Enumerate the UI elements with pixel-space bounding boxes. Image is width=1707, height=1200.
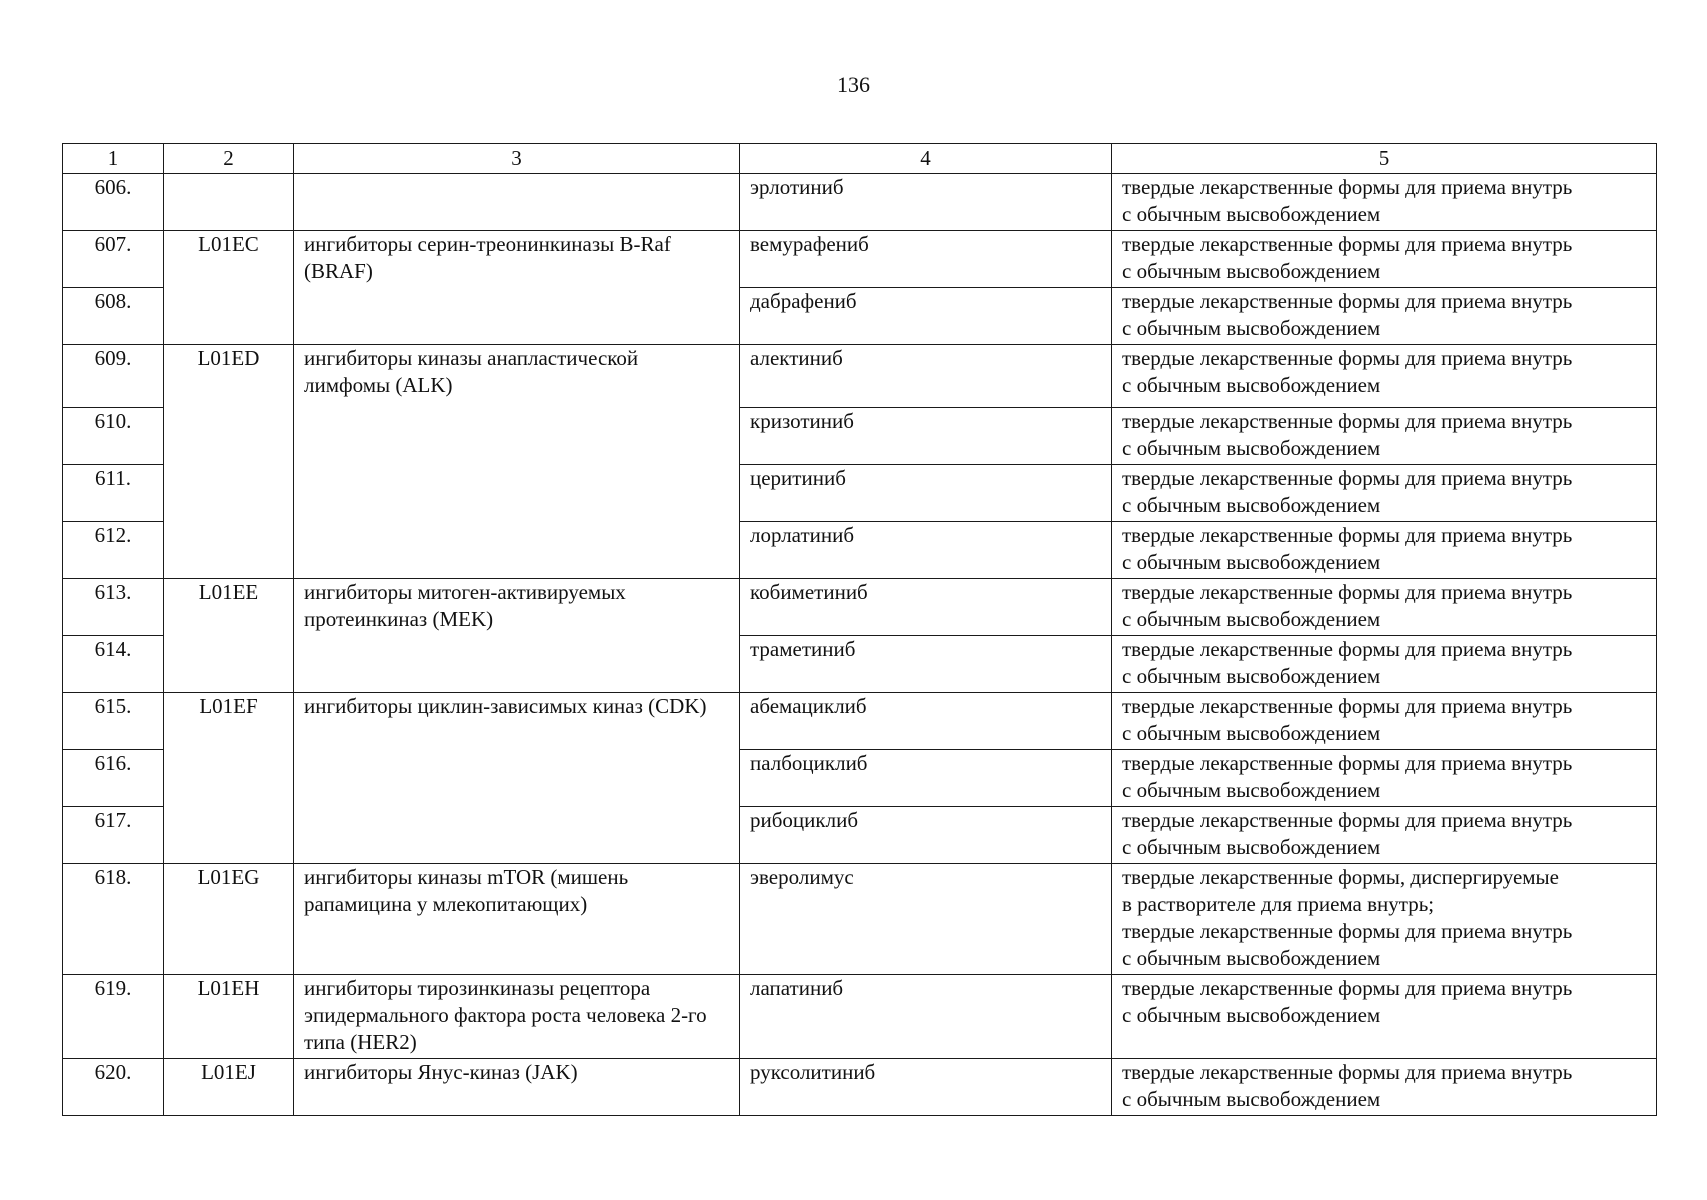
group-name: ингибиторы киназы анапластической лимфомы (ALK) xyxy=(294,345,740,579)
dosage-forms xyxy=(1112,864,1657,975)
row-number: 611. xyxy=(63,465,164,522)
dosage-form-line: с обычным высвобождением xyxy=(1122,607,1381,631)
drug-name: абемациклиб xyxy=(740,693,1112,750)
row-number: 610. xyxy=(63,408,164,465)
group-name: ингибиторы киназы mTOR (мишень рапамицина у млекопитающих) xyxy=(294,864,740,975)
row-number: 617. xyxy=(63,807,164,864)
dosage-forms xyxy=(1112,1059,1657,1116)
drug-name: кризотиниб xyxy=(740,408,1112,465)
dosage-form-line: твердые лекарственные формы для приема внутрь xyxy=(1122,919,1573,943)
drug-name: траметиниб xyxy=(740,636,1112,693)
dosage-forms xyxy=(1112,408,1657,465)
dosage-form-line: с обычным высвобождением xyxy=(1122,493,1381,517)
dosage-forms xyxy=(1112,465,1657,522)
atc-code: L01EG xyxy=(164,864,294,975)
dosage-form-line: твердые лекарственные формы для приема внутрь xyxy=(1122,808,1573,832)
dosage-form-line: твердые лекарственные формы для приема внутрь xyxy=(1122,637,1573,661)
drug-name: алектиниб xyxy=(740,345,1112,408)
dosage-form-line: с обычным высвобождением xyxy=(1122,946,1381,970)
atc-code xyxy=(164,174,294,231)
dosage-form-line: твердые лекарственные формы для приема внутрь xyxy=(1122,409,1573,433)
drug-name: эверолимус xyxy=(740,864,1112,975)
dosage-form-line: с обычным высвобождением xyxy=(1122,436,1381,460)
atc-code: L01EE xyxy=(164,579,294,693)
page-number: 136 xyxy=(837,72,870,97)
dosage-form-line: твердые лекарственные формы для приема внутрь xyxy=(1122,346,1573,370)
dosage-form-line: в растворителе для приема внутрь; xyxy=(1122,892,1435,916)
drug-name: лорлатиниб xyxy=(740,522,1112,579)
dosage-form-line: твердые лекарственные формы для приема внутрь xyxy=(1122,976,1573,1000)
dosage-forms xyxy=(1112,750,1657,807)
dosage-form-line: твердые лекарственные формы, диспергируемые xyxy=(1122,865,1559,889)
drug-name: дабрафениб xyxy=(740,288,1112,345)
dosage-forms xyxy=(1112,345,1657,408)
table-row xyxy=(63,174,1657,231)
row-number: 615. xyxy=(63,693,164,750)
dosage-form-line: с обычным высвобождением xyxy=(1122,721,1381,745)
table-row xyxy=(63,231,1657,288)
drug-name: руксолитиниб xyxy=(740,1059,1112,1116)
dosage-form-line: твердые лекарственные формы для приема внутрь xyxy=(1122,1060,1573,1084)
drug-name: лапатиниб xyxy=(740,975,1112,1059)
row-number: 614. xyxy=(63,636,164,693)
dosage-form-line: твердые лекарственные формы для приема внутрь xyxy=(1122,523,1573,547)
dosage-form-line: твердые лекарственные формы для приема внутрь xyxy=(1122,175,1573,199)
table-row xyxy=(63,864,1657,975)
group-name: ингибиторы тирозинкиназы рецептора эпидермального фактора роста человека 2-го типа (HER2) xyxy=(294,975,740,1059)
table-row xyxy=(63,693,1657,750)
column-header: 2 xyxy=(164,144,294,174)
dosage-forms xyxy=(1112,522,1657,579)
group-name xyxy=(294,174,740,231)
row-number: 608. xyxy=(63,288,164,345)
table-row xyxy=(63,975,1657,1059)
table-row xyxy=(63,1059,1657,1116)
column-header: 5 xyxy=(1112,144,1657,174)
dosage-form-line: с обычным высвобождением xyxy=(1122,1087,1381,1111)
row-number: 620. xyxy=(63,1059,164,1116)
dosage-form-line: с обычным высвобождением xyxy=(1122,202,1381,226)
drug-name: вемурафениб xyxy=(740,231,1112,288)
group-name: ингибиторы циклин-зависимых киназ (CDK) xyxy=(294,693,740,864)
drug-name: палбоциклиб xyxy=(740,750,1112,807)
row-number: 609. xyxy=(63,345,164,408)
column-header: 1 xyxy=(63,144,164,174)
drug-name: кобиметиниб xyxy=(740,579,1112,636)
row-number: 607. xyxy=(63,231,164,288)
drug-name: эрлотиниб xyxy=(740,174,1112,231)
drug-name: рибоциклиб xyxy=(740,807,1112,864)
dosage-forms xyxy=(1112,693,1657,750)
column-header: 4 xyxy=(740,144,1112,174)
dosage-form-line: с обычным высвобождением xyxy=(1122,550,1381,574)
dosage-forms xyxy=(1112,288,1657,345)
dosage-form-line: твердые лекарственные формы для приема внутрь xyxy=(1122,232,1573,256)
dosage-form-line: твердые лекарственные формы для приема внутрь xyxy=(1122,580,1573,604)
dosage-form-line: с обычным высвобождением xyxy=(1122,778,1381,802)
row-number: 618. xyxy=(63,864,164,975)
atc-code: L01ED xyxy=(164,345,294,579)
table-row xyxy=(63,579,1657,636)
atc-code: L01EC xyxy=(164,231,294,345)
row-number: 606. xyxy=(63,174,164,231)
group-name: ингибиторы Янус-киназ (JAK) xyxy=(294,1059,740,1116)
dosage-forms xyxy=(1112,579,1657,636)
dosage-form-line: с обычным высвобождением xyxy=(1122,316,1381,340)
dosage-form-line: с обычным высвобождением xyxy=(1122,373,1381,397)
row-number: 613. xyxy=(63,579,164,636)
drug-name: церитиниб xyxy=(740,465,1112,522)
row-number: 619. xyxy=(63,975,164,1059)
dosage-form-line: с обычным высвобождением xyxy=(1122,664,1381,688)
atc-code: L01EH xyxy=(164,975,294,1059)
column-header: 3 xyxy=(294,144,740,174)
dosage-forms xyxy=(1112,231,1657,288)
dosage-form-line: с обычным высвобождением xyxy=(1122,259,1381,283)
dosage-form-line: твердые лекарственные формы для приема внутрь xyxy=(1122,289,1573,313)
dosage-form-line: с обычным высвобождением xyxy=(1122,835,1381,859)
dosage-form-line: твердые лекарственные формы для приема внутрь xyxy=(1122,694,1573,718)
row-number: 612. xyxy=(63,522,164,579)
drug-table xyxy=(62,143,1657,1116)
dosage-form-line: твердые лекарственные формы для приема внутрь xyxy=(1122,751,1573,775)
atc-code: L01EJ xyxy=(164,1059,294,1116)
group-name: ингибиторы митоген-активируемых протеинкиназ (MEK) xyxy=(294,579,740,693)
dosage-form-line: твердые лекарственные формы для приема внутрь xyxy=(1122,466,1573,490)
dosage-forms xyxy=(1112,636,1657,693)
atc-code: L01EF xyxy=(164,693,294,864)
group-name: ингибиторы серин-треонинкиназы B-Raf (BRAF) xyxy=(294,231,740,345)
row-number: 616. xyxy=(63,750,164,807)
table-header-row xyxy=(63,144,1657,174)
dosage-forms xyxy=(1112,174,1657,231)
dosage-form-line: с обычным высвобождением xyxy=(1122,1003,1381,1027)
table-row xyxy=(63,345,1657,408)
dosage-forms xyxy=(1112,975,1657,1059)
dosage-forms xyxy=(1112,807,1657,864)
